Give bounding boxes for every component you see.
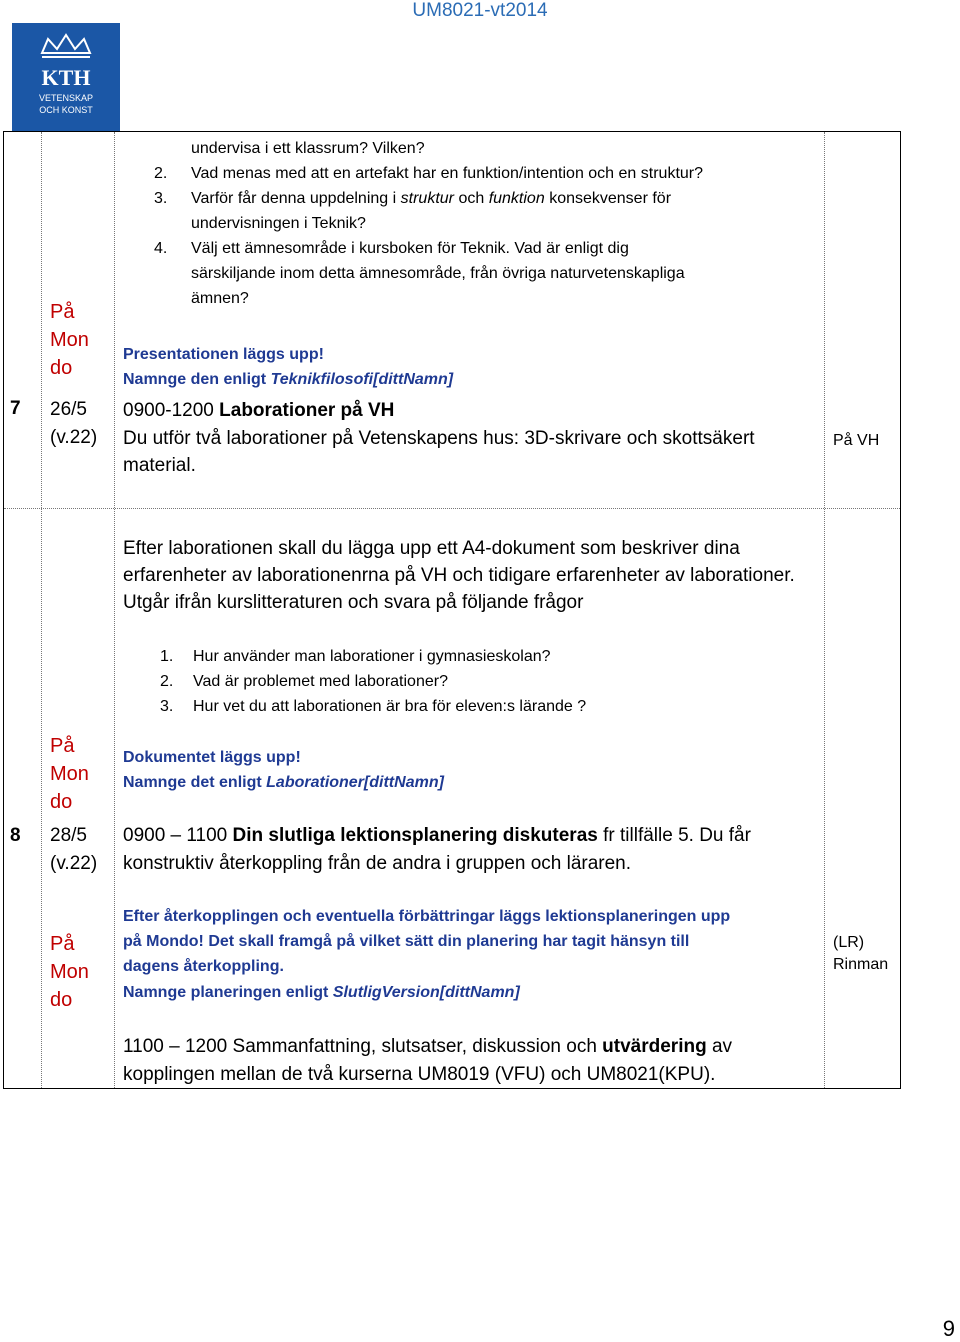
presentation-upload: Presentationen läggs upp!	[123, 346, 324, 363]
item-text: Vad är problemet med laborationer?	[193, 673, 448, 690]
presentation-naming	[123, 367, 723, 392]
lab-heading	[123, 397, 823, 424]
pa-mondo-line: På	[50, 933, 75, 955]
question-3-part: Varför får denna uppdelning i	[191, 190, 397, 207]
item-text: Hur vet du att laborationen är bra för eleven:s lärande ?	[193, 698, 587, 715]
question-3-line2: undervisningen i Teknik?	[191, 215, 366, 232]
page-header-title: UM8021-vt2014	[412, 0, 548, 21]
session2-suffix: av	[711, 1036, 733, 1057]
row-divider	[4, 508, 900, 509]
list-item	[123, 644, 823, 669]
naming-prefix: Namnge den enligt	[123, 371, 267, 388]
logo-text-och-konst: OCH KONST	[39, 105, 93, 115]
pa-mondo-label	[50, 732, 110, 816]
lab-time: 0900-1200	[123, 400, 214, 421]
question-3	[191, 186, 831, 211]
item-number: 1.	[160, 648, 174, 665]
document-upload: Dokumentet läggs upp!	[123, 749, 301, 766]
session2-line2: kopplingen mellan de två kurserna UM8019 (VFU) och UM8021(KPU).	[123, 1064, 716, 1085]
date-value: 28/5	[50, 825, 87, 846]
session-number: 7	[10, 398, 21, 419]
document-naming	[123, 770, 723, 795]
session2-bold: utvärdering	[602, 1036, 707, 1057]
question-3-struktur: struktur	[400, 190, 454, 207]
question-1-continued: undervisa i ett klassrum? Vilken?	[191, 140, 425, 157]
question-4-line3: ämnen?	[191, 290, 249, 307]
session1-time: 0900 – 1100	[123, 825, 228, 846]
session2-heading	[123, 1033, 823, 1060]
session1-line2: konstruktiv återkoppling från de andra i gruppen och läraren.	[123, 853, 632, 874]
question-4: Välj ett ämnesområde i kursboken för Teknik. Vad är enligt dig	[191, 240, 629, 257]
naming-pattern: Laborationer[dittNamn]	[266, 774, 444, 791]
teacher-line: (LR)	[833, 934, 865, 951]
schedule-table	[3, 131, 901, 1089]
question-2: Vad menas med att en artefakt har en funktion/intention och en struktur?	[191, 165, 704, 182]
column-divider	[114, 132, 115, 1088]
list-item	[123, 694, 823, 719]
session-date	[50, 822, 97, 878]
date-value: 26/5	[50, 399, 87, 420]
pa-mondo-line: do	[50, 989, 73, 1011]
teacher	[833, 932, 901, 976]
list-item	[123, 669, 823, 694]
session2-prefix: Sammanfattning, slutsatser, diskussion och	[232, 1036, 597, 1057]
session1-rest: fr tillfälle 5. Du får	[603, 825, 751, 846]
feedback-line: Efter återkopplingen och eventuella förbättringar läggs lektionsplaneringen upp	[123, 908, 731, 925]
session-number: 8	[10, 825, 21, 846]
question-number: 3.	[154, 190, 168, 207]
pa-mondo-line: Mon	[50, 763, 89, 785]
page-number: 9	[942, 1316, 955, 1341]
week-value: (v.22)	[50, 853, 98, 874]
week-value: (v.22)	[50, 427, 98, 448]
pa-mondo-line: Mon	[50, 961, 89, 983]
naming-prefix: Namnge planeringen enligt	[123, 984, 329, 1001]
pa-mondo-line: På	[50, 301, 75, 323]
question-3-och: och	[458, 190, 485, 207]
teacher-line: Rinman	[833, 956, 889, 973]
pa-mondo-line: do	[50, 357, 73, 379]
lab-title: Laborationer på VH	[219, 400, 395, 421]
pa-mondo-line: Mon	[50, 329, 89, 351]
feedback-line: dagens återkoppling.	[123, 958, 284, 975]
question-number: 2.	[154, 165, 168, 182]
item-number: 2.	[160, 673, 174, 690]
item-number: 3.	[160, 698, 174, 715]
logo-text-vetenskap: VETENSKAP	[38, 93, 94, 103]
naming-pattern: Teknikfilosofi[dittNamn]	[270, 371, 454, 388]
location: På VH	[833, 432, 880, 449]
report-questions	[123, 644, 823, 719]
question-number: 4.	[154, 240, 168, 257]
question-3-rest: konsekvenser för	[549, 190, 672, 207]
pa-mondo-line: do	[50, 791, 73, 813]
session1-heading	[123, 822, 823, 849]
final-naming	[123, 980, 823, 1005]
pa-mondo-label	[50, 930, 110, 1014]
item-text: Hur använder man laborationer i gymnasieskolan?	[193, 648, 551, 665]
session-date	[50, 396, 97, 452]
pa-mondo-line: På	[50, 735, 75, 757]
session2-time: 1100 – 1200	[123, 1036, 228, 1057]
report-instructions: Efter laborationen skall du lägga upp ett A4-dokument som beskriver dina erfarenheter av laborationenrna på VH och tidigare erfarenheter av laborationer. Utgår ifrån kurslitteraturen och svara på följande frågor	[123, 538, 795, 613]
naming-pattern: SlutligVersion[dittNamn]	[332, 984, 520, 1001]
question-3-funktion: funktion	[488, 190, 545, 207]
lab-description: Du utför två laborationer på Vetenskapens hus: 3D-skrivare och skottsäkert material.	[123, 428, 755, 476]
question-4-line2: särskiljande inom detta ämnesområde, från övriga naturvetenskapliga	[191, 265, 685, 282]
feedback-line: på Mondo! Det skall framgå på vilket sätt din planering har tagit hänsyn till	[123, 933, 690, 950]
question-list	[123, 644, 823, 719]
session1-title: Din slutliga lektionsplanering diskuteras	[232, 825, 598, 846]
naming-prefix: Namnge det enligt	[123, 774, 262, 791]
pa-mondo-label	[50, 298, 110, 382]
logo-text-kth: KTH	[41, 65, 91, 90]
kth-logo	[12, 23, 120, 131]
column-divider	[41, 132, 42, 1088]
